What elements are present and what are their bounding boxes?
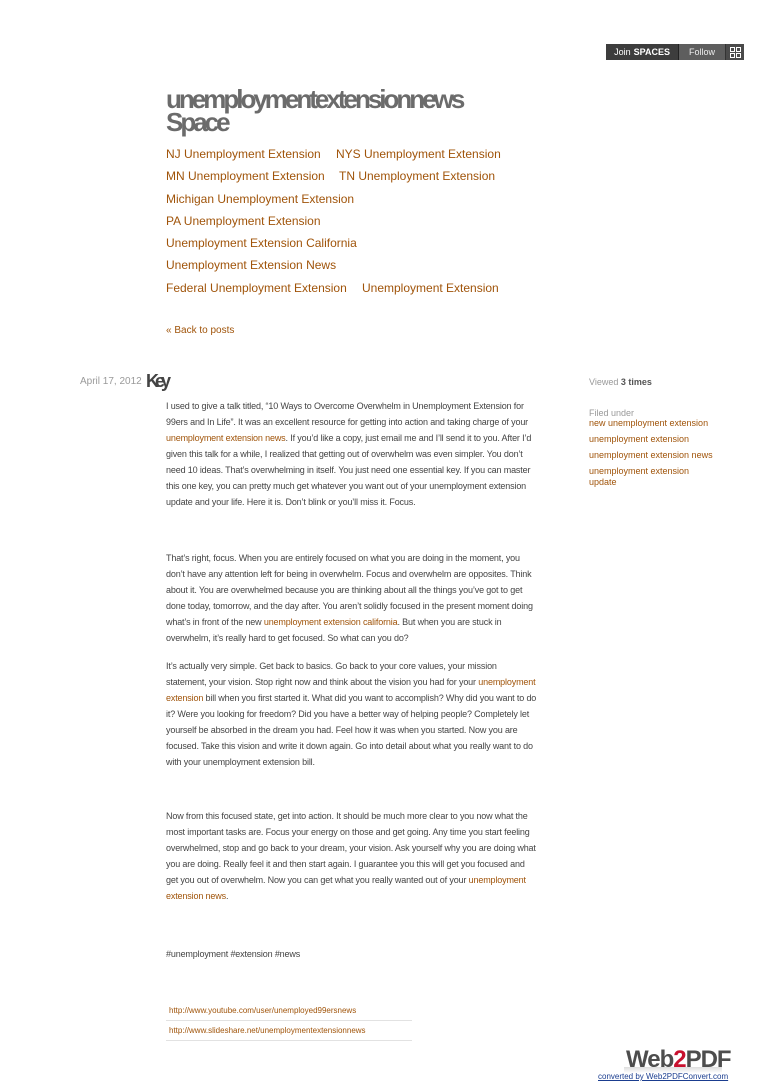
join-spaces-button[interactable] xyxy=(606,44,679,60)
paragraph-text: Now from this focused state, get into action. It should be much more clear to you now what the most important tasks are. Focus your energy on those and get going. Any time you start feeling overwhelmed, stop and go back to your dream, your vision. Ask yourself why you are doing what you are doing. Really feel it and then start again. I guarantee you this will get you focused and get you out of overwhelm. Now you can get what you really wanted out of your xyxy=(166,811,536,885)
post-paragraph xyxy=(166,550,538,646)
grid-icon xyxy=(730,47,741,58)
related-link[interactable]: http://www.youtube.com/user/unemployed99ersnews xyxy=(166,1001,412,1021)
paragraph-text: . xyxy=(225,891,229,901)
nav-nj[interactable]: NJ Unemployment Extension xyxy=(166,147,321,161)
post-paragraph xyxy=(166,658,538,770)
paragraph-text: I used to give a talk titled, “10 Ways to Overcome Overwhelm in Unemployment Extension for 99ers and In Life”. It was an excellent resource for getting into action and taking charge of your xyxy=(166,401,529,427)
spaces-label: SPACES xyxy=(633,47,670,57)
back-to-posts-link[interactable]: « Back to posts xyxy=(166,325,235,336)
spaces-toolbar xyxy=(606,44,744,60)
tag-link[interactable]: unemployment extension news xyxy=(589,450,713,460)
paragraph-text: . But when you are stuck in overwhelm, it’s really hard to get focused. So what can you do? xyxy=(166,617,502,643)
nav-unemployment-extension[interactable]: Unemployment Extension xyxy=(362,280,499,295)
inline-link[interactable]: unemployment extension news xyxy=(166,875,526,901)
logo-two: 2 xyxy=(673,1046,686,1073)
view-count xyxy=(589,377,739,387)
paragraph-text: . If you’d like a copy, just email me and I’ll send it to you. After I’d given this talk for a while, I realized that getting out of overwhelm was even simpler. You don’t need 10 ideas. That’s overwhelming in itself. You just need one essential key. If you can master this one key, you can pretty much get whatever you want out of your unemployment extension update and your life. Here it is. Don’t blink or you’ll miss it. Focus. xyxy=(166,433,532,507)
related-link[interactable]: http://www.slideshare.net/unemploymentextensionnews xyxy=(166,1021,412,1041)
filed-under-label: Filed under xyxy=(589,408,635,418)
post-paragraph xyxy=(166,398,538,510)
nav-michigan[interactable]: Michigan Unemployment Extension xyxy=(166,191,355,206)
viewed-prefix: Viewed xyxy=(589,377,619,387)
related-links xyxy=(166,1001,412,1041)
site-title[interactable] xyxy=(166,84,463,137)
post-title[interactable]: Key xyxy=(146,371,168,391)
tag-link[interactable]: unemployment extension update xyxy=(589,466,690,487)
join-label: Join xyxy=(614,47,631,57)
nav-news[interactable]: Unemployment Extension News xyxy=(166,258,337,273)
nav-federal[interactable]: Federal Unemployment Extension xyxy=(166,280,347,295)
post-sidebar xyxy=(589,377,739,493)
tag-link[interactable]: new unemployment extension xyxy=(589,418,709,428)
grid-menu-button[interactable] xyxy=(726,44,744,60)
viewed-count: 3 times xyxy=(620,377,652,387)
logo-pdf: PDF xyxy=(685,1046,731,1073)
web2pdf-watermark xyxy=(598,1045,758,1087)
inline-link[interactable]: unemployment extension xyxy=(166,677,536,703)
site-title-line1: unemploymentextensionnews xyxy=(166,84,463,114)
logo-web: Web xyxy=(626,1046,674,1073)
post-date: April 17, 2012 xyxy=(80,376,142,387)
inline-link[interactable]: unemployment extension news xyxy=(166,433,286,443)
nav-california[interactable]: Unemployment Extension California xyxy=(166,236,357,251)
inline-link[interactable]: unemployment extension california xyxy=(263,617,398,627)
follow-button[interactable] xyxy=(679,44,726,60)
nav-pa[interactable]: PA Unemployment Extension xyxy=(166,213,321,228)
post-hashtags: #unemployment #extension #news xyxy=(166,949,301,959)
tag-link[interactable]: unemployment extension xyxy=(589,434,690,444)
nav-mn[interactable]: MN Unemployment Extension xyxy=(166,169,325,184)
follow-label: Follow xyxy=(688,47,715,57)
paragraph-text: That’s right, focus. When you are entirely focused on what you are doing in the moment, you don’t have any attention left for being in overwhelm. Focus and overwhelm are opposites. Think about it. You are overwhelmed because you are thinking about all the things you’ve got to get done today, tomorrow, and the day after. You aren’t solidly focused in the present moment doing what’s in front of the new xyxy=(166,553,533,627)
post-paragraph xyxy=(166,808,538,904)
paragraph-text: bill when you first started it. What did you want to accomplish? Why did you want to do it? Were you looking for freedom? Did you have a better way of helping people? Completely let yourself be absorbed in the dream you had. Feel how it was when you started. Now you are focused. Take this vision and write it down again. Go into detail about what you really want to do with your unemployment extension bill. xyxy=(166,693,537,767)
nav-tn[interactable]: TN Unemployment Extension xyxy=(339,169,496,184)
web2pdf-logo xyxy=(626,1046,731,1074)
web2pdf-caption-link[interactable]: converted by Web2PDFConvert.com xyxy=(598,1072,729,1081)
site-title-line2: Space xyxy=(166,107,228,137)
paragraph-text: It’s actually very simple. Get back to basics. Go back to your core values, your mission statement, your vision. Stop right now and think about the vision you had for your xyxy=(166,661,497,687)
nav-nys[interactable]: NYS Unemployment Extension xyxy=(336,147,501,161)
